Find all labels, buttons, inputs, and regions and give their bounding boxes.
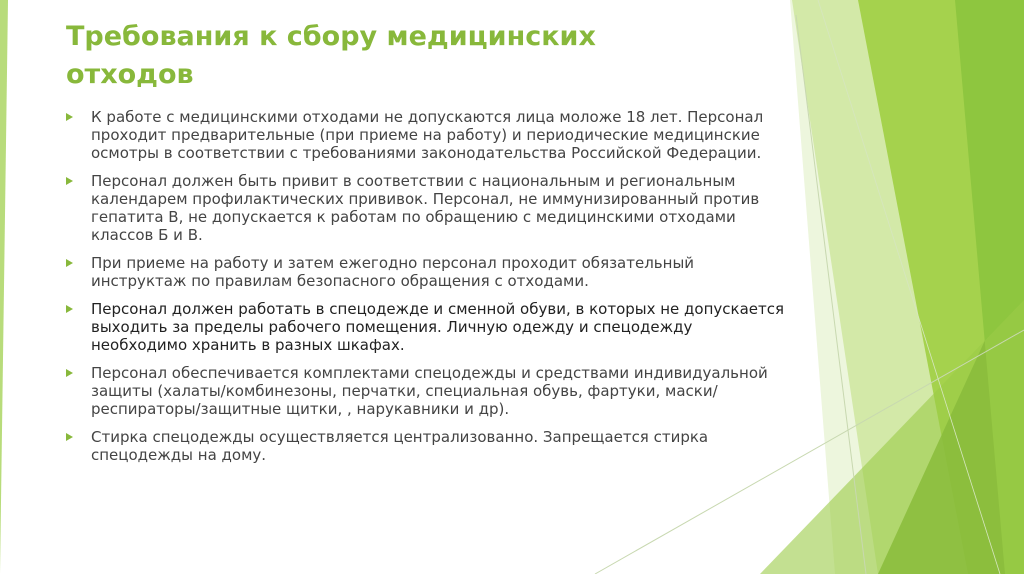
triangle-bullet-icon [66, 177, 73, 185]
bullet-text: К работе с медицинскими отходами не допускаются лица моложе 18 лет. Персонал проходит предварительные (при приеме на работу) и периодические медицинские осмотры в соответствии с требованиями законодательства Российской Федерации. [91, 108, 764, 162]
triangle-bullet-icon [66, 259, 73, 267]
triangle-bullet-icon [66, 433, 73, 441]
bullet-item [66, 108, 786, 162]
bullet-item [66, 428, 786, 464]
bullet-list [66, 108, 786, 474]
slide-title: Требования к сбору медицинских отходов [66, 21, 596, 90]
bullet-item [66, 300, 786, 354]
bullet-text: При приеме на работу и затем ежегодно персонал проходит обязательный инструктаж по правилам безопасного обращения с отходами. [91, 254, 695, 290]
bullet-text: Персонал должен работать в спецодежде и сменной обуви, в которых не допускается выходить за пределы рабочего помещения. Личную одежду и спецодежду необходимо хранить в разных шкафах. [91, 300, 785, 354]
bullet-text: Персонал должен быть привит в соответствии с национальным и региональным календарем профилактических прививок. Персонал, не иммунизированный против гепатита В, не допускается к работам по обращению с медицинскими отходами классов Б и В. [91, 172, 760, 244]
bullet-text: Стирка спецодежды осуществляется централизованно. Запрещается стирка спецодежды на дому. [91, 428, 709, 464]
bullet-item [66, 254, 786, 290]
triangle-bullet-icon [66, 113, 73, 121]
left-green-strip [0, 0, 8, 574]
triangle-bullet-icon [66, 369, 73, 377]
bullet-item [66, 172, 786, 244]
bullet-text: Персонал обеспечивается комплектами спецодежды и средствами индивидуальной защиты (халаты/комбинезоны, перчатки, специальная обувь, фартуки, маски/респираторы/защитные щитки, , нарукавники и др). [91, 364, 768, 418]
triangle-bullet-icon [66, 305, 73, 313]
bullet-item [66, 364, 786, 418]
